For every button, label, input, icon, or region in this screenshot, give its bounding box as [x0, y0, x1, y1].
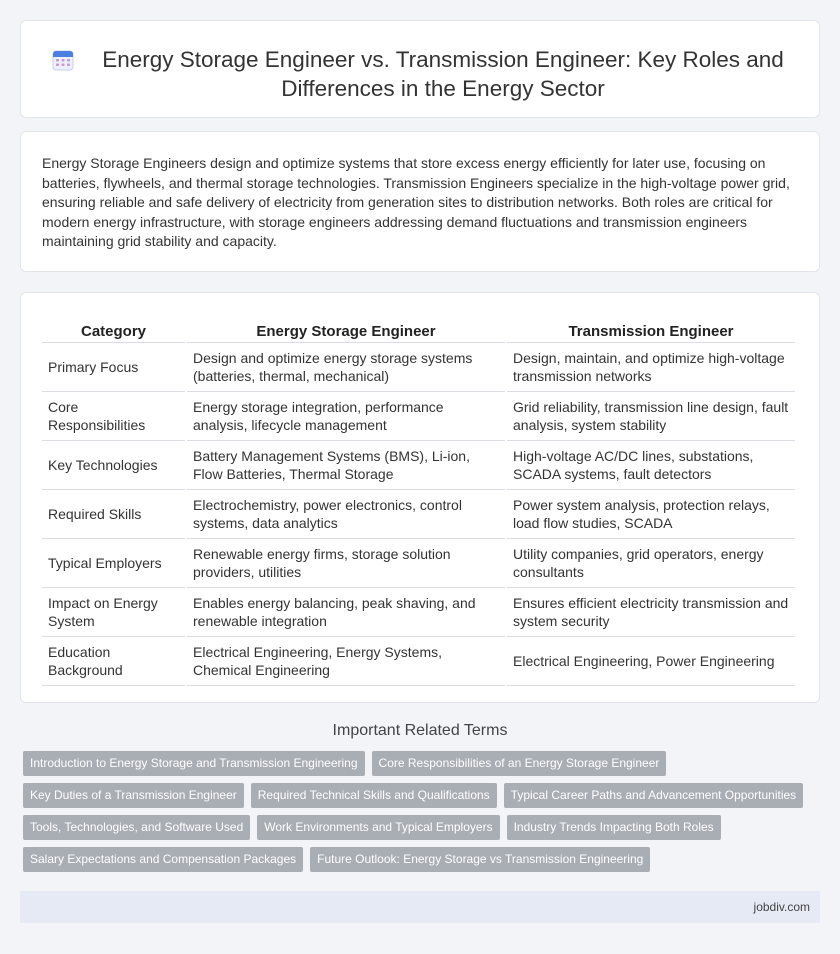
table-row [42, 637, 795, 686]
row-category: Core Responsibilities [42, 392, 185, 441]
title-card [20, 20, 820, 118]
related-term-tag[interactable]: Salary Expectations and Compensation Packages [23, 847, 303, 872]
footer-site-link[interactable]: jobdiv.com [753, 900, 810, 914]
row-energy-storage: Electrochemistry, power electronics, control systems, data analytics [187, 490, 505, 539]
page-title: Energy Storage Engineer vs. Transmission Engineer: Key Roles and Differences in the Energy Sector [102, 47, 784, 101]
table-row [42, 392, 795, 441]
related-terms-title: Important Related Terms [332, 722, 508, 739]
row-category: Primary Focus [42, 343, 185, 392]
row-energy-storage: Battery Management Systems (BMS), Li-ion, Flow Batteries, Thermal Storage [187, 441, 505, 490]
table-header-row [42, 313, 795, 343]
row-transmission: Grid reliability, transmission line design, fault analysis, system stability [507, 392, 795, 441]
related-term-tag[interactable]: Tools, Technologies, and Software Used [23, 815, 250, 840]
header-transmission: Transmission Engineer [507, 313, 795, 343]
row-transmission: High-voltage AC/DC lines, substations, SCADA systems, fault detectors [507, 441, 795, 490]
row-energy-storage: Energy storage integration, performance analysis, lifecycle management [187, 392, 505, 441]
related-term-tag[interactable]: Typical Career Paths and Advancement Opportunities [504, 783, 804, 808]
row-energy-storage: Design and optimize energy storage systems (batteries, thermal, mechanical) [187, 343, 505, 392]
table-row [42, 441, 795, 490]
related-term-tag[interactable]: Future Outlook: Energy Storage vs Transmission Engineering [310, 847, 650, 872]
row-category: Typical Employers [42, 539, 185, 588]
related-term-tag[interactable]: Core Responsibilities of an Energy Storage Engineer [372, 751, 667, 776]
comparison-card [20, 292, 820, 703]
row-energy-storage: Enables energy balancing, peak shaving, and renewable integration [187, 588, 505, 637]
row-category: Required Skills [42, 490, 185, 539]
intro-paragraph: Energy Storage Engineers design and optimize systems that store excess energy efficiently for later use, focusing on batteries, flywheels, and thermal storage technologies. Transmission Engineers specialize in the high-voltage power grid, ensuring reliable and safe delivery of electricity from generation sites to distribution networks. Both roles are critical for modern energy infrastructure, with storage engineers addressing demand fluctuations and transmission engineers maintaining grid stability and capacity. [42, 155, 790, 250]
table-row [42, 588, 795, 637]
row-transmission: Power system analysis, protection relays, load flow studies, SCADA [507, 490, 795, 539]
related-terms-section [20, 722, 820, 872]
row-transmission: Electrical Engineering, Power Engineering [507, 637, 795, 686]
related-term-tag[interactable]: Work Environments and Typical Employers [257, 815, 499, 840]
table-row [42, 490, 795, 539]
header-category: Category [42, 313, 185, 343]
row-energy-storage: Electrical Engineering, Energy Systems, Chemical Engineering [187, 637, 505, 686]
related-term-tag[interactable]: Required Technical Skills and Qualifications [251, 783, 497, 808]
row-transmission: Utility companies, grid operators, energy consultants [507, 539, 795, 588]
intro-card [20, 131, 820, 272]
table-row [42, 539, 795, 588]
related-term-tag[interactable]: Key Duties of a Transmission Engineer [23, 783, 244, 808]
related-term-tag[interactable]: Industry Trends Impacting Both Roles [507, 815, 721, 840]
row-transmission: Ensures efficient electricity transmission and system security [507, 588, 795, 637]
footer [20, 891, 820, 923]
related-terms-tags [20, 751, 820, 872]
row-transmission: Design, maintain, and optimize high-voltage transmission networks [507, 343, 795, 392]
row-energy-storage: Renewable energy firms, storage solution providers, utilities [187, 539, 505, 588]
row-category: Education Background [42, 637, 185, 686]
row-category: Impact on Energy System [42, 588, 185, 637]
calendar-grid-icon [51, 48, 75, 72]
related-term-tag[interactable]: Introduction to Energy Storage and Transmission Engineering [23, 751, 365, 776]
row-category: Key Technologies [42, 441, 185, 490]
table-row [42, 343, 795, 392]
comparison-table [40, 313, 797, 686]
header-energy-storage: Energy Storage Engineer [187, 313, 505, 343]
